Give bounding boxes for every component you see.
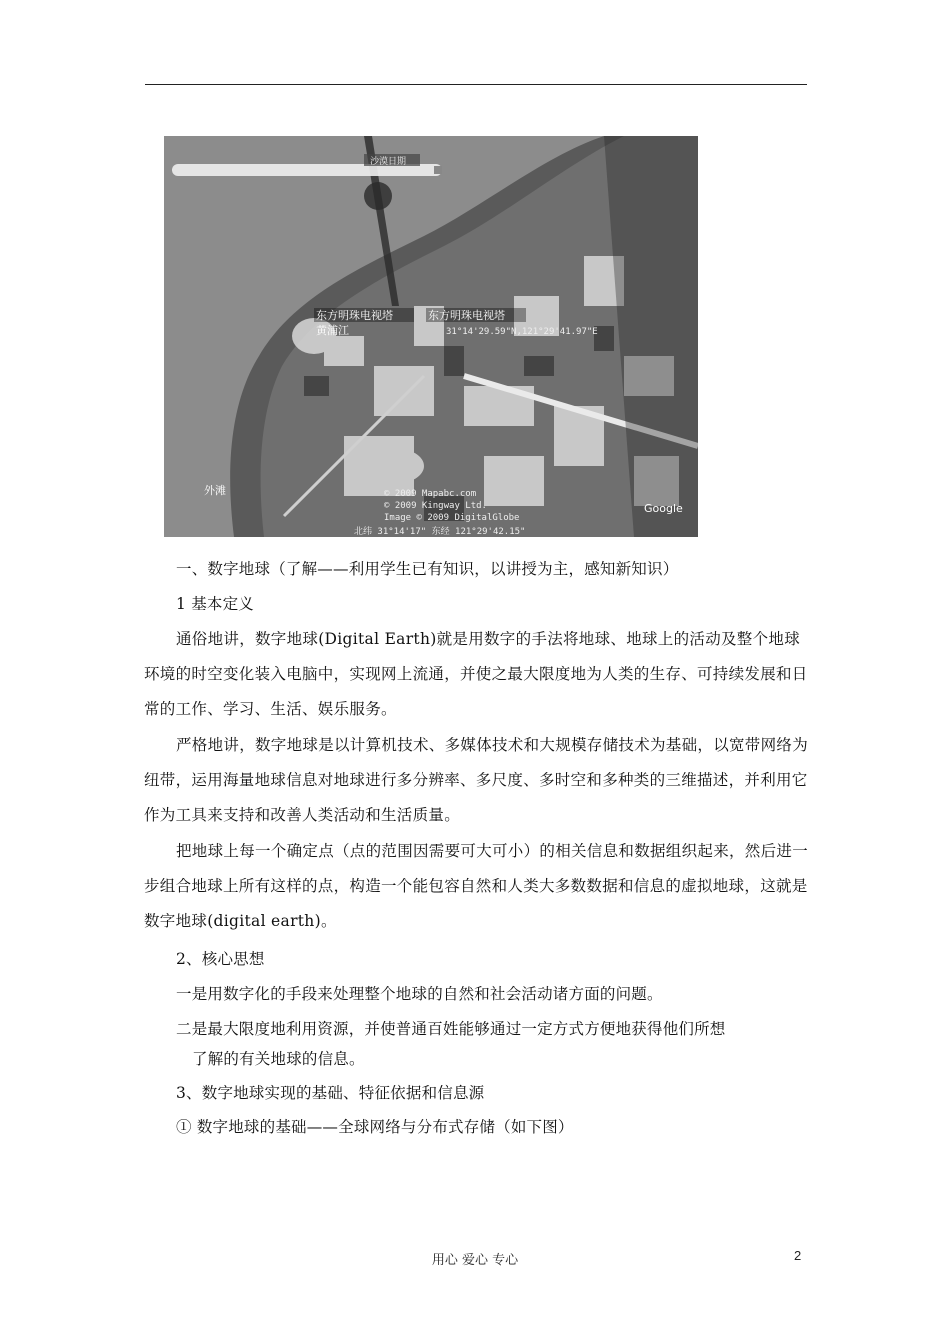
map-label-river: 黄浦江 <box>316 324 349 337</box>
map-label-coords: 31°14'29.59"N,121°29'41.97"E <box>446 327 598 337</box>
map-top-box-label: 沙漠日期 <box>370 157 407 167</box>
map-label-bund: 外滩 <box>204 484 226 497</box>
footer-motto: 用心 爱心 专心 <box>431 1253 519 1268</box>
paragraph-strict-definition: 严格地讲，数字地球是以计算机技术、多媒体技术和大规模存储技术为基础，以宽带网络为纽带，运用海量地球信息对地球进行多分辨率、多尺度、多时空和多种类的三维描述，并利用它作为工具来支持和改善人类活动和生活质量。 <box>144 736 809 824</box>
map-copyright-2: © 2009 Kingway Ltd. <box>384 501 487 511</box>
paragraph-points-definition: 把地球上每一个确定点（点的范围因需要可大可小）的相关信息和数据组织起来，然后进一步组合地球上所有这样的点，构造一个能包容自然和人类大多数数据和信息的虚拟地球，这就是数字地球(digital earth)。 <box>144 842 809 930</box>
page-number: 2 <box>794 1248 802 1263</box>
core-idea-line-3: 了解的有关地球的信息。 <box>192 1050 365 1068</box>
map-bottom-coords: 北纬 31°14'17" 东经 121°29'42.15" <box>354 527 526 537</box>
satellite-map-image <box>164 136 698 537</box>
paragraph-popular-definition: 通俗地讲，数字地球(Digital Earth)就是用数字的手法将地球、地球上的活动及整个地球环境的时空变化装入电脑中，实现网上流通，并使之最大限度地为人类的生存、可持续发展和日常的工作、学习、生活、娱乐服务。 <box>144 630 808 718</box>
core-idea-line-2: 二是最大限度地利用资源，并使普通百姓能够通过一定方式方便地获得他们所想 <box>176 1020 726 1038</box>
map-copyright-3: Image © 2009 DigitalGlobe <box>384 513 520 523</box>
subheading-network-storage: ① 数字地球的基础——全球网络与分布式存储（如下图） <box>176 1118 574 1136</box>
header-rule <box>145 84 807 85</box>
map-label-tower-left: 东方明珠电视塔 <box>316 309 393 322</box>
core-idea-line-1: 一是用数字化的手段来处理整个地球的自然和社会活动诸方面的问题。 <box>176 985 663 1003</box>
section-heading-digital-earth: 一、数字地球（了解——利用学生已有知识，以讲授为主，感知新知识） <box>176 560 679 578</box>
subheading-basic-definition: 1 基本定义 <box>176 595 254 613</box>
subheading-core-idea: 2、核心思想 <box>176 950 265 968</box>
map-label-tower-right: 东方明珠电视塔 <box>428 309 505 322</box>
subheading-foundation: 3、数字地球实现的基础、特征依据和信息源 <box>176 1084 485 1102</box>
map-copyright-1: © 2009 Mapabc.com <box>384 489 477 499</box>
map-google-logo: Google <box>644 502 683 515</box>
